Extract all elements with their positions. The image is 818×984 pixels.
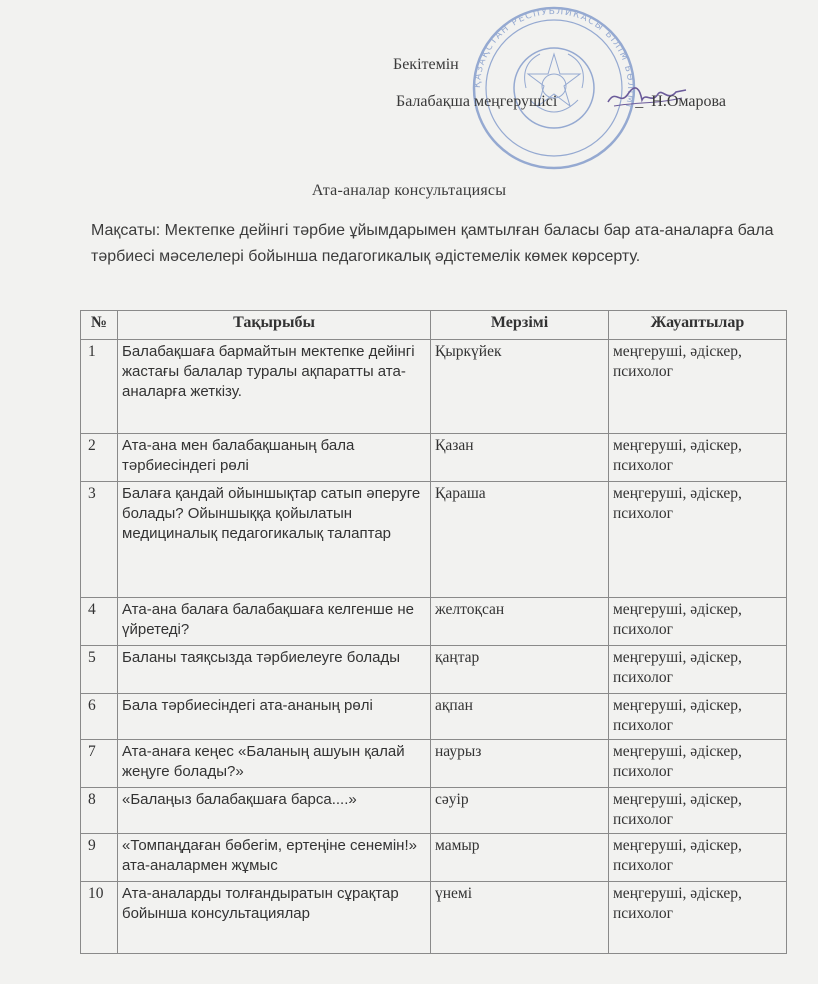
row-term: үнемі: [431, 882, 609, 954]
svg-text:ҚАЗАҚСТАН РЕСПУБЛИКАСЫ БІЛІМ Б: ҚАЗАҚСТАН РЕСПУБЛИКАСЫ БІЛІМ БӨЛІМІ: [472, 6, 636, 110]
row-term: мамыр: [431, 834, 609, 882]
row-topic: Балабақшаға бармайтын мектепке дейінгі жастағы балалар туралы ақпаратты ата-аналарға жеткізу.: [118, 340, 431, 434]
row-responsible: меңгеруші, әдіскер, психолог: [609, 882, 787, 954]
approval-line: [396, 93, 726, 111]
row-topic: «Балаңыз балабақшаға барса....»: [118, 788, 431, 834]
row-responsible: меңгеруші, әдіскер, психолог: [609, 694, 787, 740]
table-row: [81, 482, 787, 598]
consultation-table: [80, 310, 787, 954]
table-header-row: [81, 311, 787, 340]
row-number: 5: [81, 646, 118, 694]
row-responsible: меңгеруші, әдіскер, психолог: [609, 598, 787, 646]
row-term: ақпан: [431, 694, 609, 740]
row-number: 3: [81, 482, 118, 598]
row-number: 2: [81, 434, 118, 482]
table-row: [81, 740, 787, 788]
row-responsible: меңгеруші, әдіскер, психолог: [609, 834, 787, 882]
header-term: Мерзімі: [431, 311, 609, 340]
row-topic: Баланы таяқсызда тәрбиелеуге болады: [118, 646, 431, 694]
row-responsible: меңгеруші, әдіскер, психолог: [609, 340, 787, 434]
row-number: 9: [81, 834, 118, 882]
row-number: 10: [81, 882, 118, 954]
row-topic: Балаға қандай ойыншықтар сатып әперуге болады? Ойыншыққа қойылатын медициналық педагогикалық талаптар: [118, 482, 431, 598]
row-responsible: меңгеруші, әдіскер, психолог: [609, 646, 787, 694]
row-term: Қазан: [431, 434, 609, 482]
row-term: қаңтар: [431, 646, 609, 694]
row-number: 6: [81, 694, 118, 740]
position-label: Балабақша меңгерушісі: [396, 93, 558, 110]
row-topic: Ата-ана мен балабақшаның бала тәрбиесіндегі рөлі: [118, 434, 431, 482]
head-name: Н.Омарова: [651, 93, 726, 110]
table-row: [81, 598, 787, 646]
row-topic: «Томпаңдаған бөбегім, ертеңіне сенемін!» ата-аналармен жұмыс: [118, 834, 431, 882]
row-term: наурыз: [431, 740, 609, 788]
row-topic: Ата-анаға кеңес «Баланың ашуын қалай жеңуге болады?»: [118, 740, 431, 788]
table-row: [81, 694, 787, 740]
header-topic: Тақырыбы: [118, 311, 431, 340]
approve-label: Бекітемін: [393, 56, 459, 73]
document-title: Ата-аналар консультациясы: [311, 182, 507, 199]
table-row: [81, 340, 787, 434]
row-responsible: меңгеруші, әдіскер, психолог: [609, 482, 787, 598]
table-row: [81, 882, 787, 954]
row-term: Қараша: [431, 482, 609, 598]
row-responsible: меңгеруші, әдіскер, психолог: [609, 434, 787, 482]
header-number: №: [81, 311, 118, 340]
signature-dash: _: [635, 93, 644, 110]
row-term: желтоқсан: [431, 598, 609, 646]
row-number: 7: [81, 740, 118, 788]
table-row: [81, 434, 787, 482]
row-term: Қыркүйек: [431, 340, 609, 434]
row-topic: Ата-ана балаға балабақшаға келгенше не үйретеді?: [118, 598, 431, 646]
row-number: 8: [81, 788, 118, 834]
row-responsible: меңгеруші, әдіскер, психолог: [609, 788, 787, 834]
purpose-paragraph: Мақсаты: Мектепке дейінгі тәрбие ұйымдарымен қамтылған баласы бар ата-аналарға бала тәрбиесі мәселелері бойынша педагогикалық әдістемелік көмек көрсерту.: [91, 222, 774, 265]
row-term: сәуір: [431, 788, 609, 834]
row-number: 1: [81, 340, 118, 434]
table-row: [81, 788, 787, 834]
row-number: 4: [81, 598, 118, 646]
row-responsible: меңгеруші, әдіскер, психолог: [609, 740, 787, 788]
row-topic: Бала тәрбиесіндегі ата-ананың рөлі: [118, 694, 431, 740]
header-responsible: Жауаптылар: [609, 311, 787, 340]
table-row: [81, 834, 787, 882]
row-topic: Ата-аналарды толғандыратын сұрақтар бойынша консультациялар: [118, 882, 431, 954]
table-row: [81, 646, 787, 694]
